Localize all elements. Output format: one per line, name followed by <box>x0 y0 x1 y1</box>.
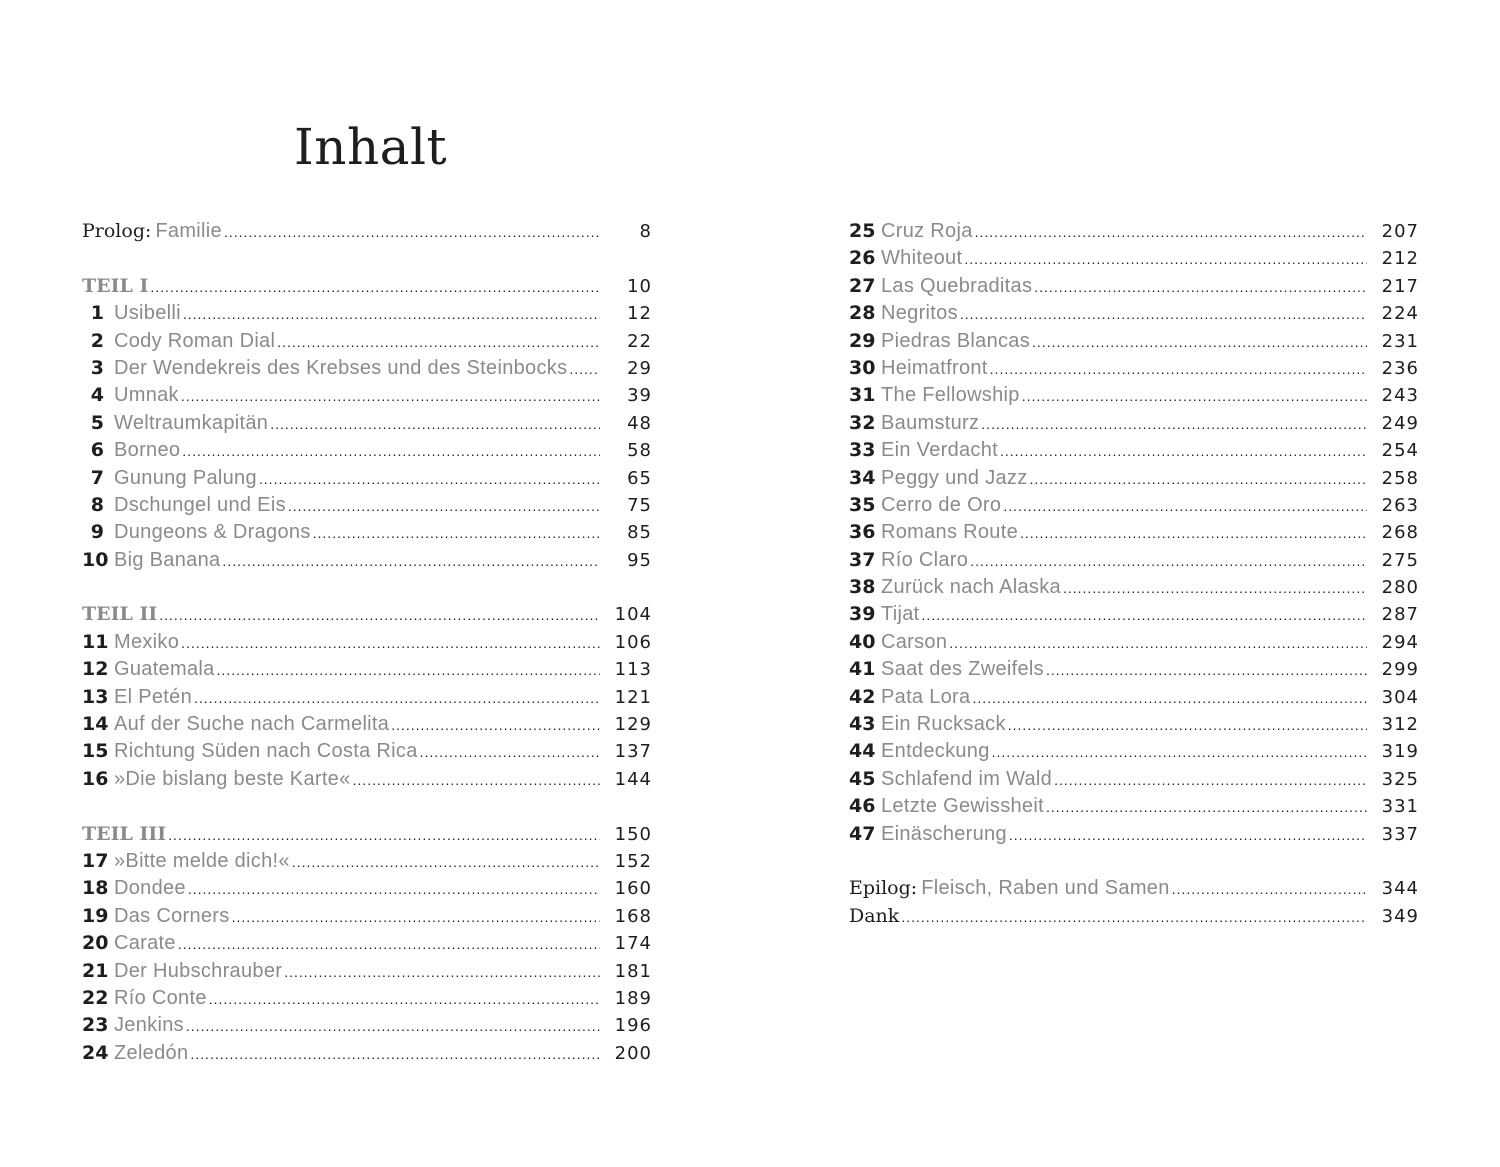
toc-chapter-entry <box>82 492 652 519</box>
dot-leader <box>270 411 600 438</box>
chapter-title: Guatemala <box>114 658 215 681</box>
page-number: 48 <box>627 412 652 434</box>
dot-leader <box>901 904 1367 931</box>
chapter-title: Carson <box>881 630 948 653</box>
chapter-title: Ein Verdacht <box>881 439 999 462</box>
dot-leader <box>1009 822 1367 849</box>
page-number: 294 <box>1381 631 1419 653</box>
chapter-number: 6 <box>90 439 104 462</box>
page-number: 22 <box>627 330 652 352</box>
page-number: 280 <box>1381 577 1419 599</box>
page-title: Inhalt <box>294 118 448 176</box>
chapter-title: Heimatfront <box>881 356 988 379</box>
page-number: 65 <box>627 467 652 489</box>
dot-leader <box>1032 329 1367 356</box>
chapter-title: »Die bislang beste Karte« <box>114 767 351 790</box>
toc-entry-epilog <box>849 875 1419 902</box>
chapter-number: 31 <box>849 384 876 407</box>
chapter-title: Piedras Blancas <box>881 329 1031 352</box>
chapter-number: 9 <box>90 521 104 544</box>
chapter-title: Usibelli <box>114 302 181 325</box>
dot-leader <box>1030 466 1367 493</box>
toc-chapter-entry <box>849 629 1419 656</box>
chapter-number: 21 <box>82 959 109 982</box>
toc-chapter-entry <box>82 848 652 875</box>
page-number: 189 <box>614 987 652 1009</box>
chapter-title: Mexiko <box>114 630 180 653</box>
chapter-number: 35 <box>849 493 876 516</box>
chapter-number: 4 <box>90 384 104 407</box>
chapter-title: Einäscherung <box>881 822 1007 845</box>
toc-chapter-entry <box>849 273 1419 300</box>
toc-chapter-entry <box>82 300 652 327</box>
dot-leader <box>949 630 1367 657</box>
toc-right-column <box>849 218 1419 930</box>
part-label: TEIL II <box>82 603 158 626</box>
chapter-title: Tijat <box>881 603 920 626</box>
chapter-number: 45 <box>849 767 876 790</box>
chapter-title: Weltraumkapitän <box>114 411 269 434</box>
chapter-title: Letzte Gewissheit <box>881 795 1044 818</box>
page-number: 275 <box>1381 549 1419 571</box>
toc-part-heading <box>82 821 652 848</box>
dot-leader <box>178 931 600 958</box>
toc-chapter-entry <box>82 903 652 930</box>
chapter-number: 11 <box>82 630 109 653</box>
chapter-list <box>82 848 652 1067</box>
dot-leader <box>964 246 1367 273</box>
chapter-title: »Bitte melde dich!« <box>114 849 290 872</box>
chapter-number: 39 <box>849 603 876 626</box>
dot-leader <box>188 876 600 903</box>
dot-leader <box>182 438 600 465</box>
page-number: 249 <box>1381 412 1419 434</box>
chapter-number: 10 <box>82 548 109 571</box>
chapter-number: 27 <box>849 274 876 297</box>
page-number: 113 <box>614 659 652 681</box>
epilog-subtitle: Fleisch, Raben und Samen <box>921 877 1170 900</box>
dot-leader <box>194 685 600 712</box>
dot-leader <box>186 1013 600 1040</box>
page-number: 268 <box>1381 522 1419 544</box>
chapter-number: 16 <box>82 767 109 790</box>
toc-chapter-entry <box>849 245 1419 272</box>
chapter-title: Saat des Zweifels <box>881 658 1044 681</box>
toc-chapter-entry <box>82 875 652 902</box>
toc-chapter-entry <box>82 711 652 738</box>
page-number: 95 <box>627 549 652 571</box>
chapter-number: 34 <box>849 466 876 489</box>
chapter-title: Zurück nach Alaska <box>881 576 1061 599</box>
toc-chapter-entry <box>849 574 1419 601</box>
chapter-title: Pata Lora <box>881 685 971 708</box>
dot-leader <box>1000 438 1367 465</box>
chapter-title: Río Claro <box>881 548 969 571</box>
page-number: 349 <box>1381 905 1419 927</box>
toc-chapter-entry <box>82 355 652 382</box>
toc-chapter-entry <box>849 519 1419 546</box>
page-number: 299 <box>1381 659 1419 681</box>
chapter-title: Der Hubschrauber <box>114 959 283 982</box>
toc-chapter-entry <box>849 437 1419 464</box>
dot-leader <box>975 219 1367 246</box>
chapter-list <box>849 218 1419 848</box>
part-label: TEIL III <box>82 822 167 845</box>
chapter-title: Jenkins <box>114 1014 184 1037</box>
toc-chapter-entry <box>82 985 652 1012</box>
dot-leader <box>168 822 600 849</box>
spacer <box>82 574 652 601</box>
page-number: 236 <box>1381 357 1419 379</box>
dot-leader <box>1046 657 1367 684</box>
page-number: 344 <box>1381 878 1419 900</box>
toc-chapter-entry <box>82 738 652 765</box>
toc-chapter-entry <box>849 218 1419 245</box>
toc-chapter-entry <box>849 328 1419 355</box>
page-number: 258 <box>1381 467 1419 489</box>
chapter-number: 26 <box>849 247 876 270</box>
chapter-title: Entdeckung <box>881 740 990 763</box>
page-number: 160 <box>614 878 652 900</box>
dot-leader <box>1054 767 1367 794</box>
chapter-title: Las Quebraditas <box>881 274 1033 297</box>
dot-leader <box>181 383 600 410</box>
dot-leader <box>1034 274 1367 301</box>
toc-chapter-entry <box>82 519 652 546</box>
chapter-number: 23 <box>82 1014 109 1037</box>
chapter-number: 2 <box>90 329 104 352</box>
prolog-label: Prolog <box>82 220 145 242</box>
dot-leader <box>420 739 600 766</box>
dot-leader <box>1172 876 1367 903</box>
chapter-number: 42 <box>849 685 876 708</box>
toc-chapter-entry <box>82 684 652 711</box>
chapter-number: 36 <box>849 521 876 544</box>
chapter-number: 15 <box>82 740 109 763</box>
toc-chapter-entry <box>849 410 1419 437</box>
chapter-title: Carate <box>114 932 176 955</box>
page-number: 337 <box>1381 823 1419 845</box>
dot-leader <box>159 602 600 629</box>
toc-chapter-entry <box>849 793 1419 820</box>
chapter-title: Romans Route <box>881 521 1018 544</box>
toc-part-heading <box>82 601 652 628</box>
toc-chapter-entry <box>82 382 652 409</box>
toc-chapter-entry <box>849 382 1419 409</box>
dot-leader <box>992 739 1367 766</box>
page-number: 10 <box>627 275 652 297</box>
page-number: 263 <box>1381 494 1419 516</box>
page-number: 150 <box>614 823 652 845</box>
chapter-number: 40 <box>849 630 876 653</box>
chapter-number: 1 <box>90 302 104 325</box>
dot-leader <box>970 548 1367 575</box>
chapter-number: 12 <box>82 658 109 681</box>
chapter-number: 22 <box>82 986 109 1009</box>
page-number: 12 <box>627 303 652 325</box>
page-number: 106 <box>614 631 652 653</box>
dot-leader <box>353 767 600 794</box>
chapter-number: 18 <box>82 877 109 900</box>
toc-left-column <box>82 218 652 1067</box>
toc-chapter-entry <box>849 656 1419 683</box>
dot-leader <box>224 219 600 246</box>
dot-leader <box>972 685 1367 712</box>
dot-leader <box>288 493 600 520</box>
chapter-title: Dondee <box>114 877 186 900</box>
toc-chapter-entry <box>849 547 1419 574</box>
toc-chapter-entry <box>82 437 652 464</box>
chapter-title: Cerro de Oro <box>881 493 1002 516</box>
toc-chapter-entry <box>849 738 1419 765</box>
page-number: 39 <box>627 385 652 407</box>
toc-chapter-entry <box>82 547 652 574</box>
chapter-number: 14 <box>82 713 109 736</box>
chapter-title: Der Wendekreis des Krebses und des Steinbocks <box>114 356 568 379</box>
chapter-title: Zeledón <box>114 1041 189 1064</box>
dot-leader <box>960 301 1367 328</box>
chapter-number: 46 <box>849 795 876 818</box>
chapter-number: 43 <box>849 713 876 736</box>
page-number: 287 <box>1381 604 1419 626</box>
dot-leader <box>183 301 600 328</box>
dot-leader <box>1063 575 1367 602</box>
prolog-separator: : <box>144 220 152 242</box>
dot-leader <box>569 356 600 383</box>
page-number: 212 <box>1381 248 1419 270</box>
epilog-label: Epilog <box>849 877 911 900</box>
chapter-title: El Petén <box>114 685 193 708</box>
chapter-number: 47 <box>849 822 876 845</box>
toc-chapter-entry <box>849 601 1419 628</box>
spacer <box>82 245 652 272</box>
page-number: 304 <box>1381 686 1419 708</box>
toc-chapter-entry <box>82 656 652 683</box>
dot-leader <box>277 329 600 356</box>
chapter-number: 19 <box>82 904 109 927</box>
toc-chapter-entry <box>849 711 1419 738</box>
prolog-subtitle: Familie <box>155 220 222 242</box>
toc-entry-prolog <box>82 218 652 245</box>
chapter-number: 38 <box>849 576 876 599</box>
dot-leader <box>284 959 600 986</box>
chapter-number: 32 <box>849 411 876 434</box>
chapter-number: 29 <box>849 329 876 352</box>
dot-leader <box>1008 712 1367 739</box>
dot-leader <box>259 466 600 493</box>
page-number: 58 <box>627 440 652 462</box>
chapter-title: Baumsturz <box>881 411 980 434</box>
chapter-title: Richtung Süden nach Costa Rica <box>114 740 418 763</box>
page-number: 121 <box>614 686 652 708</box>
toc-chapter-entry <box>849 492 1419 519</box>
page-number: 144 <box>614 768 652 790</box>
chapter-title: Das Corners <box>114 904 230 927</box>
chapter-title: Schlafend im Wald <box>881 767 1053 790</box>
page-number: 243 <box>1381 385 1419 407</box>
chapter-number: 33 <box>849 439 876 462</box>
dot-leader <box>990 356 1367 383</box>
dot-leader <box>391 712 600 739</box>
chapter-title: Borneo <box>114 439 181 462</box>
dot-leader <box>922 602 1367 629</box>
page-number: 29 <box>627 357 652 379</box>
chapter-list <box>82 629 652 793</box>
page-number: 104 <box>614 604 652 626</box>
chapter-title: Peggy und Jazz <box>881 466 1028 489</box>
part-label: TEIL I <box>82 274 149 297</box>
chapter-number: 24 <box>82 1041 109 1064</box>
dot-leader <box>217 657 600 684</box>
page-number: 200 <box>614 1042 652 1064</box>
chapter-list <box>82 300 652 574</box>
page-number: 196 <box>614 1015 652 1037</box>
toc-chapter-entry <box>849 684 1419 711</box>
dot-leader <box>1022 383 1367 410</box>
chapter-number: 41 <box>849 658 876 681</box>
dot-leader <box>232 904 600 931</box>
page-number: 75 <box>627 494 652 516</box>
chapter-number: 17 <box>82 849 109 872</box>
page-number: 325 <box>1381 768 1419 790</box>
page-number: 168 <box>614 905 652 927</box>
chapter-number: 37 <box>849 548 876 571</box>
page-number: 319 <box>1381 741 1419 763</box>
spacer <box>849 848 1419 875</box>
page-number: 224 <box>1381 303 1419 325</box>
chapter-number: 5 <box>90 411 104 434</box>
toc-chapter-entry <box>82 629 652 656</box>
chapter-title: Dungeons & Dragons <box>114 521 311 544</box>
chapter-number: 30 <box>849 356 876 379</box>
epilog-separator: : <box>910 877 918 900</box>
page-number: 181 <box>614 960 652 982</box>
chapter-number: 7 <box>90 466 104 489</box>
dot-leader <box>209 986 600 1013</box>
toc-part-heading <box>82 273 652 300</box>
chapter-title: Whiteout <box>881 247 963 270</box>
dot-leader <box>1046 794 1367 821</box>
chapter-title: Negritos <box>881 302 958 325</box>
dot-leader <box>1020 520 1367 547</box>
chapter-title: Gunung Palung <box>114 466 257 489</box>
dot-leader <box>292 849 600 876</box>
chapter-title: Río Conte <box>114 986 207 1009</box>
chapter-number: 8 <box>90 493 104 516</box>
toc-chapter-entry <box>82 766 652 793</box>
dot-leader <box>150 274 600 301</box>
toc-chapter-entry <box>849 766 1419 793</box>
chapter-title: Umnak <box>114 384 179 407</box>
page-number: 207 <box>1381 221 1419 242</box>
chapter-number: 44 <box>849 740 876 763</box>
spacer <box>82 793 652 820</box>
dot-leader <box>190 1041 600 1068</box>
chapter-title: Ein Rucksack <box>881 713 1006 736</box>
page-number: 152 <box>614 850 652 872</box>
dot-leader <box>1003 493 1367 520</box>
toc-chapter-entry <box>82 1012 652 1039</box>
chapter-title: Cruz Roja <box>881 220 973 242</box>
toc-chapter-entry <box>849 465 1419 492</box>
page-number: 137 <box>614 741 652 763</box>
page-number: 231 <box>1381 330 1419 352</box>
toc-chapter-entry <box>82 1040 652 1067</box>
chapter-number: 28 <box>849 302 876 325</box>
page-number: 8 <box>639 221 652 242</box>
dank-label: Dank <box>849 904 900 927</box>
toc-chapter-entry <box>849 300 1419 327</box>
toc-chapter-entry <box>849 355 1419 382</box>
toc-chapter-entry <box>82 465 652 492</box>
page-number: 217 <box>1381 275 1419 297</box>
toc-chapter-entry <box>82 958 652 985</box>
chapter-number: 25 <box>849 220 876 242</box>
page-number: 85 <box>627 522 652 544</box>
toc-chapter-entry <box>82 930 652 957</box>
page-number: 174 <box>614 933 652 955</box>
chapter-title: Big Banana <box>114 548 221 571</box>
chapter-number: 13 <box>82 685 109 708</box>
page-number: 254 <box>1381 440 1419 462</box>
dot-leader <box>981 411 1367 438</box>
chapter-title: Dschungel und Eis <box>114 493 286 516</box>
chapter-title: Cody Roman Dial <box>114 329 276 352</box>
toc-chapter-entry <box>82 410 652 437</box>
chapter-title: The Fellowship <box>881 384 1020 407</box>
page-number: 129 <box>614 714 652 736</box>
chapter-number: 3 <box>90 356 104 379</box>
page-number: 312 <box>1381 714 1419 736</box>
dot-leader <box>222 548 600 575</box>
toc-chapter-entry <box>849 821 1419 848</box>
chapter-number: 20 <box>82 932 109 955</box>
chapter-title: Auf der Suche nach Carmelita <box>114 713 390 736</box>
page-number: 331 <box>1381 796 1419 818</box>
dot-leader <box>181 630 600 657</box>
toc-chapter-entry <box>82 328 652 355</box>
dot-leader <box>313 520 600 547</box>
toc-entry-dank <box>849 903 1419 930</box>
